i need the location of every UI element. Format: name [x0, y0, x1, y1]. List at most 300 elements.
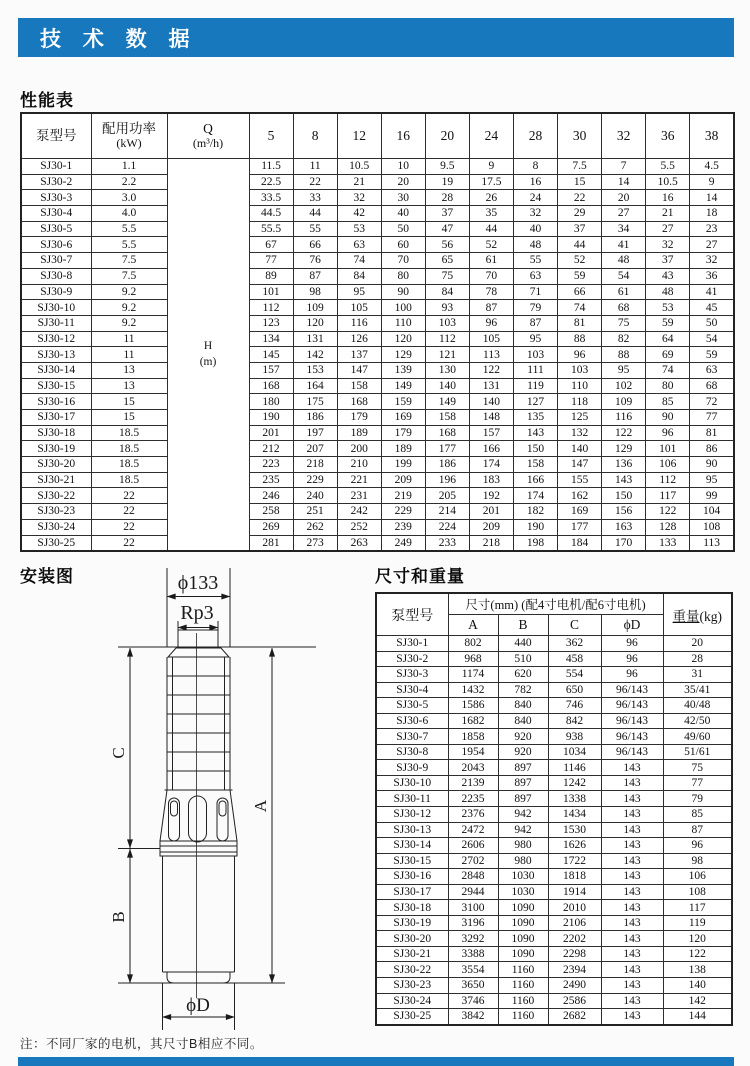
- head-value-cell: 186: [293, 410, 337, 426]
- head-value-cell: 54: [690, 331, 734, 347]
- head-value-cell: 142: [293, 347, 337, 363]
- dim-c-cell: 2586: [548, 993, 601, 1009]
- head-value-cell: 168: [337, 394, 381, 410]
- dim-a-cell: 3100: [448, 900, 498, 916]
- col-header-flow-value: 38: [690, 113, 734, 159]
- weight-cell: 51/61: [663, 744, 732, 760]
- power-cell: 11: [91, 331, 167, 347]
- head-value-cell: 117: [646, 488, 690, 504]
- dim-d-cell: 96/143: [601, 698, 663, 714]
- head-value-cell: 207: [293, 441, 337, 457]
- head-value-cell: 4.5: [690, 159, 734, 175]
- head-value-cell: 125: [558, 410, 602, 426]
- dim-b-cell: 980: [498, 838, 548, 854]
- col-header-flow-value: 30: [558, 113, 602, 159]
- head-value-cell: 32: [646, 237, 690, 253]
- head-value-cell: 157: [249, 362, 293, 378]
- head-value-cell: 239: [381, 519, 425, 535]
- head-value-cell: 81: [690, 425, 734, 441]
- head-value-cell: 70: [381, 253, 425, 269]
- head-value-cell: 24: [513, 190, 557, 206]
- dimensions-row: [376, 651, 732, 667]
- head-value-cell: 18: [690, 206, 734, 222]
- dim-d-cell: 143: [601, 900, 663, 916]
- head-value-cell: 120: [381, 331, 425, 347]
- dim-a-cell: 1174: [448, 667, 498, 683]
- model-cell: SJ30-4: [21, 206, 91, 222]
- dim-d-cell: 143: [601, 1009, 663, 1025]
- head-value-cell: 53: [337, 221, 381, 237]
- head-value-cell: 90: [646, 410, 690, 426]
- head-value-cell: 44.5: [249, 206, 293, 222]
- dim-c-cell: 746: [548, 698, 601, 714]
- model-cell: SJ30-10: [21, 300, 91, 316]
- dim-a-cell: 2702: [448, 853, 498, 869]
- performance-row: [21, 488, 734, 504]
- head-value-cell: 65: [425, 253, 469, 269]
- head-value-cell: 96: [558, 347, 602, 363]
- bottom-accent-bar: [18, 1057, 734, 1066]
- head-value-cell: 112: [249, 300, 293, 316]
- model-cell: SJ30-21: [21, 472, 91, 488]
- head-value-cell: 9: [690, 174, 734, 190]
- head-value-cell: 59: [690, 347, 734, 363]
- model-cell: SJ30-12: [21, 331, 91, 347]
- head-value-cell: 10.5: [646, 174, 690, 190]
- dim-a-cell: 3292: [448, 931, 498, 947]
- head-value-cell: 180: [249, 394, 293, 410]
- model-cell: SJ30-17: [376, 884, 448, 900]
- head-value-cell: 109: [293, 300, 337, 316]
- model-cell: SJ30-14: [21, 362, 91, 378]
- head-value-cell: 184: [558, 535, 602, 551]
- head-value-cell: 28: [425, 190, 469, 206]
- head-value-cell: 186: [425, 457, 469, 473]
- head-value-cell: 63: [337, 237, 381, 253]
- head-value-cell: 22: [293, 174, 337, 190]
- head-value-cell: 32: [337, 190, 381, 206]
- dim-b-cell: 440: [498, 636, 548, 652]
- dimensions-row: [376, 807, 732, 823]
- head-value-cell: 113: [690, 535, 734, 551]
- head-value-cell: 174: [469, 457, 513, 473]
- weight-cell: 87: [663, 822, 732, 838]
- model-cell: SJ30-18: [376, 900, 448, 916]
- performance-row: [21, 441, 734, 457]
- head-value-cell: 158: [337, 378, 381, 394]
- head-value-cell: 80: [646, 378, 690, 394]
- head-value-cell: 77: [249, 253, 293, 269]
- dim-a-cell: 1954: [448, 744, 498, 760]
- head-value-cell: 37: [646, 253, 690, 269]
- dim-a-cell: 3388: [448, 946, 498, 962]
- head-value-cell: 166: [513, 472, 557, 488]
- dim-c-cell: 2490: [548, 978, 601, 994]
- dim-c-cell: 458: [548, 651, 601, 667]
- head-value-cell: 218: [293, 457, 337, 473]
- head-value-cell: 59: [558, 268, 602, 284]
- head-value-cell: 103: [558, 362, 602, 378]
- model-cell: SJ30-18: [21, 425, 91, 441]
- head-value-cell: 129: [602, 441, 646, 457]
- label-dim-b: B: [109, 911, 128, 923]
- col-header-power-line2: (kW): [116, 135, 142, 150]
- head-value-cell: 44: [469, 221, 513, 237]
- head-value-cell: 95: [513, 331, 557, 347]
- model-cell: SJ30-15: [21, 378, 91, 394]
- dimensions-row: [376, 869, 732, 885]
- head-value-cell: 110: [381, 315, 425, 331]
- dim-b-cell: 782: [498, 682, 548, 698]
- dimensions-row: [376, 713, 732, 729]
- head-value-cell: 26: [469, 190, 513, 206]
- dimensions-row: [376, 744, 732, 760]
- dim-b-cell: 897: [498, 760, 548, 776]
- head-value-cell: 61: [469, 253, 513, 269]
- dim-a-cell: 2043: [448, 760, 498, 776]
- head-value-cell: 55: [293, 221, 337, 237]
- head-value-cell: 8: [513, 159, 557, 175]
- head-value-cell: 150: [602, 488, 646, 504]
- head-value-cell: 199: [381, 457, 425, 473]
- head-value-cell: 76: [293, 253, 337, 269]
- weight-cell: 119: [663, 915, 732, 931]
- head-value-cell: 45: [690, 300, 734, 316]
- dim-c-cell: 1530: [548, 822, 601, 838]
- head-value-cell: 27: [690, 237, 734, 253]
- power-cell: 22: [91, 519, 167, 535]
- model-cell: SJ30-16: [376, 869, 448, 885]
- performance-row: [21, 394, 734, 410]
- head-value-cell: 48: [646, 284, 690, 300]
- dim-a-cell: 2944: [448, 884, 498, 900]
- dimensions-row: [376, 978, 732, 994]
- head-value-cell: 75: [425, 268, 469, 284]
- head-value-cell: 48: [513, 237, 557, 253]
- dim-d-cell: 143: [601, 915, 663, 931]
- head-value-cell: 84: [425, 284, 469, 300]
- head-value-cell: 16: [513, 174, 557, 190]
- head-value-cell: 35: [469, 206, 513, 222]
- power-cell: 2.2: [91, 174, 167, 190]
- head-value-cell: 21: [646, 206, 690, 222]
- col-header-flow-value: 12: [337, 113, 381, 159]
- col-header-flow-value: 28: [513, 113, 557, 159]
- head-value-cell: 140: [425, 378, 469, 394]
- model-cell: SJ30-24: [376, 993, 448, 1009]
- model-cell: SJ30-13: [21, 347, 91, 363]
- col-header-flow-line2: (m³/h): [192, 135, 224, 150]
- head-value-cell: 19: [425, 174, 469, 190]
- head-value-cell: 112: [646, 472, 690, 488]
- head-value-cell: 20: [381, 174, 425, 190]
- head-value-cell: 7: [602, 159, 646, 175]
- head-value-cell: 135: [513, 410, 557, 426]
- dimensions-row: [376, 884, 732, 900]
- performance-row: [21, 237, 734, 253]
- weight-cell: 49/60: [663, 729, 732, 745]
- performance-row: [21, 174, 734, 190]
- dim-b-cell: 1090: [498, 915, 548, 931]
- head-value-cell: 162: [558, 488, 602, 504]
- section-header-bar: [18, 18, 734, 57]
- dim-a-cell: 2472: [448, 822, 498, 838]
- weight-cell: 144: [663, 1009, 732, 1025]
- dim-c-cell: 362: [548, 636, 601, 652]
- model-cell: SJ30-1: [376, 636, 448, 652]
- power-cell: 22: [91, 488, 167, 504]
- head-value-cell: 95: [337, 284, 381, 300]
- head-value-cell: 229: [381, 504, 425, 520]
- power-cell: 22: [91, 535, 167, 551]
- model-cell: SJ30-20: [21, 457, 91, 473]
- weight-cell: 106: [663, 869, 732, 885]
- col-header-dim: A: [448, 615, 498, 636]
- col-header-flow: [167, 113, 249, 159]
- power-cell: 9.2: [91, 300, 167, 316]
- head-value-cell: 88: [602, 347, 646, 363]
- dim-c-cell: 2682: [548, 1009, 601, 1025]
- dim-d-cell: 143: [601, 884, 663, 900]
- dim-d-cell: 143: [601, 760, 663, 776]
- dim-d-cell: 143: [601, 822, 663, 838]
- performance-row: [21, 206, 734, 222]
- model-cell: SJ30-7: [376, 729, 448, 745]
- model-cell: SJ30-10: [376, 775, 448, 791]
- head-value-cell: 136: [602, 457, 646, 473]
- head-value-cell: 89: [249, 268, 293, 284]
- dim-a-cell: 968: [448, 651, 498, 667]
- power-cell: 5.5: [91, 237, 167, 253]
- dim-b-cell: 897: [498, 791, 548, 807]
- head-value-cell: 66: [293, 237, 337, 253]
- head-value-cell: 72: [690, 394, 734, 410]
- head-value-cell: 55.5: [249, 221, 293, 237]
- head-value-cell: 209: [381, 472, 425, 488]
- model-cell: SJ30-17: [21, 410, 91, 426]
- dim-b-cell: 840: [498, 713, 548, 729]
- head-value-cell: 164: [293, 378, 337, 394]
- head-value-cell: 53: [646, 300, 690, 316]
- head-value-cell: 134: [249, 331, 293, 347]
- head-value-cell: 212: [249, 441, 293, 457]
- head-value-cell: 109: [602, 394, 646, 410]
- dim-b-cell: 1030: [498, 869, 548, 885]
- head-value-cell: 33: [293, 190, 337, 206]
- dim-a-cell: 1432: [448, 682, 498, 698]
- dim-b-cell: 942: [498, 822, 548, 838]
- head-value-cell: 269: [249, 519, 293, 535]
- dim-c-cell: 1626: [548, 838, 601, 854]
- head-value-cell: 153: [293, 362, 337, 378]
- col-header-size: 尺寸(mm) (配4寸电机/配6寸电机): [448, 593, 663, 615]
- weight-cell: 142: [663, 993, 732, 1009]
- model-cell: SJ30-22: [376, 962, 448, 978]
- dim-c-cell: 2298: [548, 946, 601, 962]
- weight-cell: 35/41: [663, 682, 732, 698]
- dim-d-cell: 96: [601, 667, 663, 683]
- head-value-cell: 224: [425, 519, 469, 535]
- head-value-cell: 23: [690, 221, 734, 237]
- head-value-cell: 166: [469, 441, 513, 457]
- head-value-cell: 5.5: [646, 159, 690, 175]
- col-header-flow-value: 16: [381, 113, 425, 159]
- head-value-cell: 158: [425, 410, 469, 426]
- dimensions-table: [375, 592, 733, 1026]
- head-value-cell: 170: [602, 535, 646, 551]
- head-value-cell: 155: [558, 472, 602, 488]
- head-value-cell: 79: [513, 300, 557, 316]
- head-value-cell: 52: [558, 253, 602, 269]
- head-value-cell: 240: [293, 488, 337, 504]
- col-header-model: 泵型号: [376, 593, 448, 636]
- model-cell: SJ30-12: [376, 807, 448, 823]
- weight-cell: 79: [663, 791, 732, 807]
- head-value-cell: 169: [558, 504, 602, 520]
- performance-row: [21, 362, 734, 378]
- head-value-cell: 43: [646, 268, 690, 284]
- head-value-cell: 251: [293, 504, 337, 520]
- head-value-cell: 201: [249, 425, 293, 441]
- model-cell: SJ30-23: [376, 978, 448, 994]
- head-value-cell: 113: [469, 347, 513, 363]
- col-header-flow-value: 5: [249, 113, 293, 159]
- head-value-cell: 10.5: [337, 159, 381, 175]
- dim-c-cell: 554: [548, 667, 601, 683]
- head-value-cell: 122: [602, 425, 646, 441]
- head-value-cell: 70: [469, 268, 513, 284]
- head-value-cell: 30: [381, 190, 425, 206]
- weight-cell: 117: [663, 900, 732, 916]
- head-value-cell: 209: [469, 519, 513, 535]
- dim-d-cell: 143: [601, 838, 663, 854]
- head-value-cell: 37: [425, 206, 469, 222]
- head-value-cell: 126: [337, 331, 381, 347]
- performance-row: [21, 315, 734, 331]
- head-value-cell: 116: [602, 410, 646, 426]
- weight-cell: 20: [663, 636, 732, 652]
- head-value-cell: 145: [249, 347, 293, 363]
- head-value-cell: 41: [602, 237, 646, 253]
- head-value-cell: 122: [646, 504, 690, 520]
- performance-heading: 性能表: [20, 91, 74, 110]
- model-cell: SJ30-25: [21, 535, 91, 551]
- head-value-cell: 47: [425, 221, 469, 237]
- dim-d-cell: 143: [601, 775, 663, 791]
- dimensions-row: [376, 962, 732, 978]
- head-value-cell: 85: [646, 394, 690, 410]
- head-value-cell: 69: [646, 347, 690, 363]
- col-header-weight-cn: 重量: [672, 608, 700, 624]
- performance-row: [21, 519, 734, 535]
- head-value-cell: 54: [602, 268, 646, 284]
- dim-c-cell: 938: [548, 729, 601, 745]
- weight-cell: 122: [663, 946, 732, 962]
- dimensions-row: [376, 993, 732, 1009]
- weight-cell: 98: [663, 853, 732, 869]
- head-value-cell: 88: [558, 331, 602, 347]
- model-cell: SJ30-16: [21, 394, 91, 410]
- dim-d-cell: 143: [601, 993, 663, 1009]
- head-value-cell: 231: [337, 488, 381, 504]
- head-value-cell: 74: [337, 253, 381, 269]
- page-title: 技 术 数 据: [40, 27, 198, 51]
- dimensions-row: [376, 853, 732, 869]
- performance-table-wrap: [20, 112, 735, 552]
- head-value-cell: 80: [381, 268, 425, 284]
- performance-row: [21, 425, 734, 441]
- head-value-cell: 52: [469, 237, 513, 253]
- performance-table-body: [21, 159, 734, 552]
- head-value-cell: 9: [469, 159, 513, 175]
- weight-cell: 138: [663, 962, 732, 978]
- dimensions-row: [376, 698, 732, 714]
- head-value-cell: 44: [558, 237, 602, 253]
- col-header-weight: [663, 593, 732, 636]
- head-value-cell: 263: [337, 535, 381, 551]
- head-value-cell: 40: [381, 206, 425, 222]
- head-value-cell: 189: [381, 441, 425, 457]
- performance-row: [21, 378, 734, 394]
- head-value-cell: 122: [469, 362, 513, 378]
- head-value-cell: 77: [690, 410, 734, 426]
- head-value-cell: 196: [425, 472, 469, 488]
- dimensions-row: [376, 636, 732, 652]
- model-cell: SJ30-15: [376, 853, 448, 869]
- head-value-cell: 149: [425, 394, 469, 410]
- dim-c-cell: 842: [548, 713, 601, 729]
- head-value-cell: 37: [558, 221, 602, 237]
- model-cell: SJ30-24: [21, 519, 91, 535]
- head-value-cell: 192: [469, 488, 513, 504]
- dim-b-cell: 1090: [498, 946, 548, 962]
- dim-a-cell: 2376: [448, 807, 498, 823]
- power-cell: 9.2: [91, 315, 167, 331]
- model-cell: SJ30-9: [21, 284, 91, 300]
- model-cell: SJ30-8: [376, 744, 448, 760]
- head-value-cell: 22.5: [249, 174, 293, 190]
- head-value-cell: 60: [381, 237, 425, 253]
- head-value-cell: 168: [425, 425, 469, 441]
- head-value-cell: 235: [249, 472, 293, 488]
- model-cell: SJ30-19: [376, 915, 448, 931]
- col-header-dim: ϕD: [601, 615, 663, 636]
- model-cell: SJ30-11: [376, 791, 448, 807]
- dim-c-cell: 1722: [548, 853, 601, 869]
- head-value-cell: 116: [337, 315, 381, 331]
- head-value-cell: 74: [646, 362, 690, 378]
- head-unit-line2: (m): [199, 355, 217, 368]
- dim-c-cell: 1818: [548, 869, 601, 885]
- head-value-cell: 21: [337, 174, 381, 190]
- head-value-cell: 157: [469, 425, 513, 441]
- dim-c-cell: 1914: [548, 884, 601, 900]
- head-value-cell: 229: [293, 472, 337, 488]
- head-value-cell: 147: [558, 457, 602, 473]
- pump-outline: [118, 568, 316, 1030]
- head-value-cell: 139: [381, 362, 425, 378]
- head-unit-line1: H: [203, 340, 213, 353]
- performance-row: [21, 221, 734, 237]
- dim-c-cell: 1338: [548, 791, 601, 807]
- head-value-cell: 112: [425, 331, 469, 347]
- dimensions-row: [376, 1009, 732, 1025]
- head-value-cell: 90: [381, 284, 425, 300]
- power-cell: 4.0: [91, 206, 167, 222]
- power-cell: 13: [91, 378, 167, 394]
- dimensions-row: [376, 900, 732, 916]
- head-value-cell: 104: [690, 504, 734, 520]
